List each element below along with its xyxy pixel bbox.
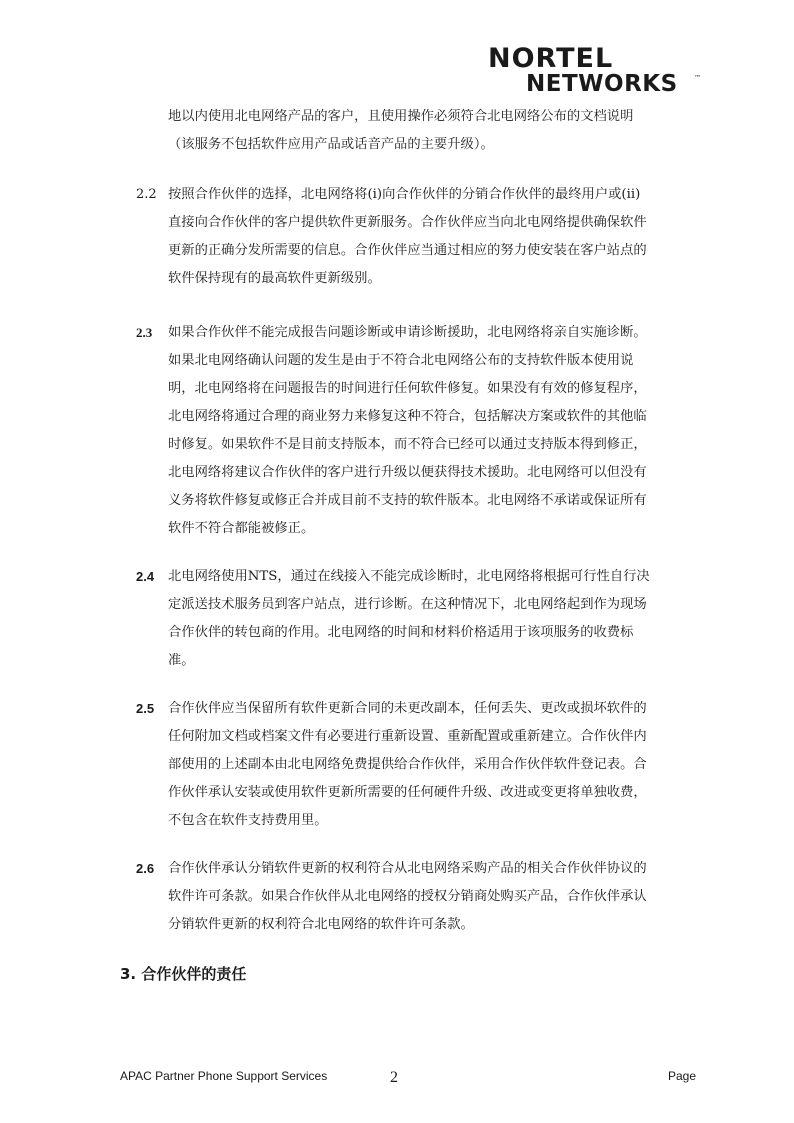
paragraph-line: 不包含在软件支持费用里。 xyxy=(168,813,328,828)
nortel-networks-logo xyxy=(488,44,703,100)
section-number: 2.3 xyxy=(136,325,153,340)
paragraph-line: 义务将软件修复或修正合并成目前不支持的软件版本。北电网络不承诺或保证所有 xyxy=(168,493,647,508)
paragraph-line: 定派送技术服务员到客户站点，进行诊断。在这种情况下，北电网络起到作为现场 xyxy=(168,597,647,612)
paragraph-line: 合作伙伴承认分销软件更新的权利符合从北电网络采购产品的相关合作伙伴协议的 xyxy=(168,861,647,876)
paragraph-line: 直接向合作伙伴的客户提供软件更新服务。合作伙伴应当向北电网络提供确保软件 xyxy=(168,215,647,230)
paragraph-line: 软件不符合都能被修正。 xyxy=(168,521,315,536)
paragraph-line: 北电网络将建议合作伙伴的客户进行升级以便获得技术援助。北电网络可以但没有 xyxy=(168,465,647,480)
logo-line2: NETWORKS xyxy=(526,71,678,97)
paragraph-line: 北电网络将通过合理的商业努力来修复这种不符合，包括解决方案或软件的其他临 xyxy=(168,409,647,424)
paragraph-line: 如果北电网络确认问题的发生是由于不符合北电网络公布的支持软件版本使用说 xyxy=(168,353,634,368)
paragraph-line: 软件保持现有的最高软件更新级别。 xyxy=(168,271,381,286)
footer-document-title: APAC Partner Phone Support Services xyxy=(120,1069,328,1083)
paragraph-line: 时修复。如果软件不是目前支持版本，而不符合已经可以通过支持版本得到修正， xyxy=(168,437,647,452)
section-number: 2.6 xyxy=(136,861,155,876)
section-heading: 3. 合作伙伴的责任 xyxy=(120,965,247,983)
paragraph-line: 明，北电网络将在问题报告的时间进行任何软件修复。如果没有有效的修复程序， xyxy=(168,381,647,396)
paragraph-line: 部使用的上述副本由北电网络免费提供给合作伙伴，采用合作伙伴软件登记表。合 xyxy=(168,757,647,772)
paragraph-line: 如果合作伙伴不能完成报告问题诊断或申请诊断援助，北电网络将亲自实施诊断。 xyxy=(168,325,647,340)
trademark-mark: ™ xyxy=(694,74,701,82)
paragraph-line: 按照合作伙伴的选择，北电网络将(i)向合作伙伴的分销合作伙伴的最终用户或(ii) xyxy=(168,187,641,202)
paragraph-line: 合作伙伴的转包商的作用。北电网络的时间和材料价格适用于该项服务的收费标 xyxy=(168,625,634,640)
paragraph-line: 任何附加文档或档案文件有必要进行重新设置、重新配置或重新建立。合作伙伴内 xyxy=(168,729,647,744)
section-number: 2.5 xyxy=(136,701,155,716)
paragraph-line: 北电网络使用NTS，通过在线接入不能完成诊断时，北电网络将根据可行性自行决 xyxy=(168,569,650,584)
footer-page-label: Page xyxy=(668,1069,697,1083)
paragraph-line: 分销软件更新的权利符合北电网络的软件许可条款。 xyxy=(168,917,474,932)
logo-line1: NORTEL xyxy=(488,43,614,74)
paragraph-line: 软件许可条款。如果合作伙伴从北电网络的授权分销商处购买产品，合作伙伴承认 xyxy=(168,889,647,904)
paragraph-line: 更新的正确分发所需要的信息。合作伙伴应当通过相应的努力使安装在客户站点的 xyxy=(168,243,647,258)
paragraph-line: 准。 xyxy=(168,653,195,668)
intro-line: 地以内使用北电网络产品的客户，且使用操作必须符合北电网络公布的文档说明 xyxy=(168,109,634,124)
section-number: 2.4 xyxy=(136,569,155,584)
section-number: 2.2 xyxy=(136,187,157,202)
intro-line: （该服务不包括软件应用产品或话音产品的主要升级）。 xyxy=(168,137,494,152)
paragraph-line: 作伙伴承认安装或使用软件更新所需要的任何硬件升级、改进或变更将单独收费， xyxy=(168,785,647,800)
paragraph-line: 合作伙伴应当保留所有软件更新合同的未更改副本，任何丢失、更改或损坏软件的 xyxy=(168,701,647,716)
footer-page-number: 2 xyxy=(390,1069,398,1086)
